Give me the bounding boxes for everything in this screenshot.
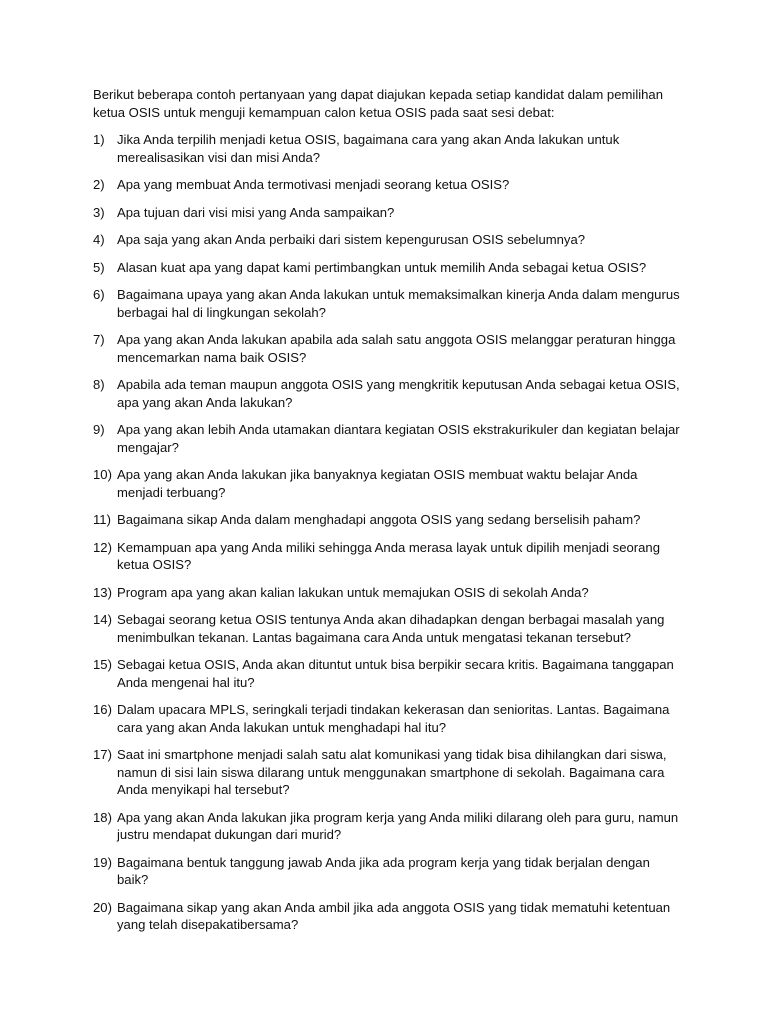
question-number: 20): [93, 899, 112, 915]
question-text: Dalam upacara MPLS, seringkali terjadi tindakan kekerasan dan senioritas. Lantas. Bagaimana cara yang akan Anda lakukan untuk menghadapi hal itu?: [117, 702, 670, 735]
question-number: 4): [93, 232, 105, 247]
question-item: [93, 611, 683, 646]
question-number: 18): [93, 809, 112, 825]
intro-paragraph: Berikut beberapa contoh pertanyaan yang dapat diajukan kepada setiap kandidat dalam pemilihan ketua OSIS untuk menguji kemampuan calon ketua OSIS pada saat sesi debat:: [93, 87, 663, 120]
question-number: 13): [93, 584, 112, 600]
question-item: [93, 584, 683, 602]
question-item: [93, 899, 683, 934]
question-number: 12): [93, 539, 112, 555]
question-text: Sebagai ketua OSIS, Anda akan dituntut untuk bisa berpikir secara kritis. Bagaimana tanggapan Anda mengenai hal itu?: [117, 657, 674, 690]
question-text: Apa yang akan lebih Anda utamakan diantara kegiatan OSIS ekstrakurikuler dan kegiatan belajar mengajar?: [117, 422, 680, 455]
question-item: [93, 466, 683, 501]
question-number: 7): [93, 332, 105, 347]
question-item: [93, 204, 683, 222]
question-text: Apa yang membuat Anda termotivasi menjadi seorang ketua OSIS?: [117, 177, 510, 192]
question-text: Apa yang akan Anda lakukan apabila ada salah satu anggota OSIS melanggar peraturan hingga mencemarkan nama baik OSIS?: [117, 332, 676, 365]
question-item: [93, 656, 683, 691]
question-item: [93, 421, 683, 456]
question-item: [93, 286, 683, 321]
question-text: Jika Anda terpilih menjadi ketua OSIS, bagaimana cara yang akan Anda lakukan untuk merealisasikan visi dan misi Anda?: [117, 132, 620, 165]
question-item: [93, 131, 683, 166]
question-item: [93, 511, 683, 529]
question-number: 1): [93, 132, 105, 147]
question-text: Saat ini smartphone menjadi salah satu alat komunikasi yang tidak bisa dihilangkan dari siswa, namun di sisi lain siswa dilarang untuk menggunakan smartphone di sekolah. Bagaimana cara Anda menyikapi hal tersebut?: [117, 747, 667, 797]
question-item: [93, 176, 683, 194]
question-text: Apa yang akan Anda lakukan jika program kerja yang Anda miliki dilarang oleh para guru, namun justru mendapat dukungan dari murid?: [117, 809, 679, 842]
question-number: 8): [93, 377, 105, 392]
question-item: [93, 746, 683, 799]
question-number: 14): [93, 612, 112, 627]
question-text: Apa saja yang akan Anda perbaiki dari sistem kepengurusan OSIS sebelumnya?: [117, 232, 586, 247]
question-item: [93, 701, 683, 736]
question-text: Bagaimana sikap Anda dalam menghadapi anggota OSIS yang sedang berselisih paham?: [117, 512, 641, 527]
question-number: 2): [93, 177, 105, 192]
question-text: Bagaimana sikap yang akan Anda ambil jika ada anggota OSIS yang tidak mematuhi ketentuan yang telah disepakatibersama?: [117, 899, 671, 932]
question-item: [93, 231, 683, 249]
question-number: 19): [93, 854, 112, 870]
question-number: 16): [93, 702, 112, 717]
question-number: 9): [93, 422, 105, 437]
question-number: 15): [93, 657, 112, 672]
question-item: [93, 331, 683, 366]
question-text: Apa tujuan dari visi misi yang Anda sampaikan?: [117, 204, 395, 220]
question-number: 6): [93, 287, 105, 302]
question-text: Program apa yang akan kalian lakukan untuk memajukan OSIS di sekolah Anda?: [117, 584, 589, 600]
question-text: Bagaimana upaya yang akan Anda lakukan untuk memaksimalkan kinerja Anda dalam mengurus berbagai hal di lingkungan sekolah?: [117, 287, 680, 320]
question-text: Bagaimana bentuk tanggung jawab Anda jika ada program kerja yang tidak berjalan dengan baik?: [117, 854, 650, 887]
question-text: Apa yang akan Anda lakukan jika banyaknya kegiatan OSIS membuat waktu belajar Anda menjadi terbuang?: [117, 467, 638, 500]
question-text: Alasan kuat apa yang dapat kami pertimbangkan untuk memilih Anda sebagai ketua OSIS?: [117, 259, 647, 275]
question-number: 5): [93, 259, 105, 275]
question-number: 11): [93, 512, 111, 527]
question-item: [93, 539, 683, 574]
document-content: [93, 86, 683, 944]
question-item: [93, 854, 683, 889]
question-item: [93, 809, 683, 844]
question-text: Kemampuan apa yang Anda miliki sehingga Anda merasa layak untuk dipilih menjadi seorang ketua OSIS?: [117, 539, 660, 572]
question-list: [93, 131, 683, 934]
question-text: Apabila ada teman maupun anggota OSIS yang mengkritik keputusan Anda sebagai ketua OSIS, apa yang akan Anda lakukan?: [117, 377, 680, 410]
question-item: [93, 376, 683, 411]
question-number: 3): [93, 204, 105, 220]
question-number: 10): [93, 467, 112, 482]
question-number: 17): [93, 747, 112, 762]
question-text: Sebagai seorang ketua OSIS tentunya Anda akan dihadapkan dengan berbagai masalah yang menimbulkan tekanan. Lantas bagaimana cara Anda untuk mengatasi tekanan tersebut?: [117, 612, 665, 645]
question-item: [93, 259, 683, 277]
